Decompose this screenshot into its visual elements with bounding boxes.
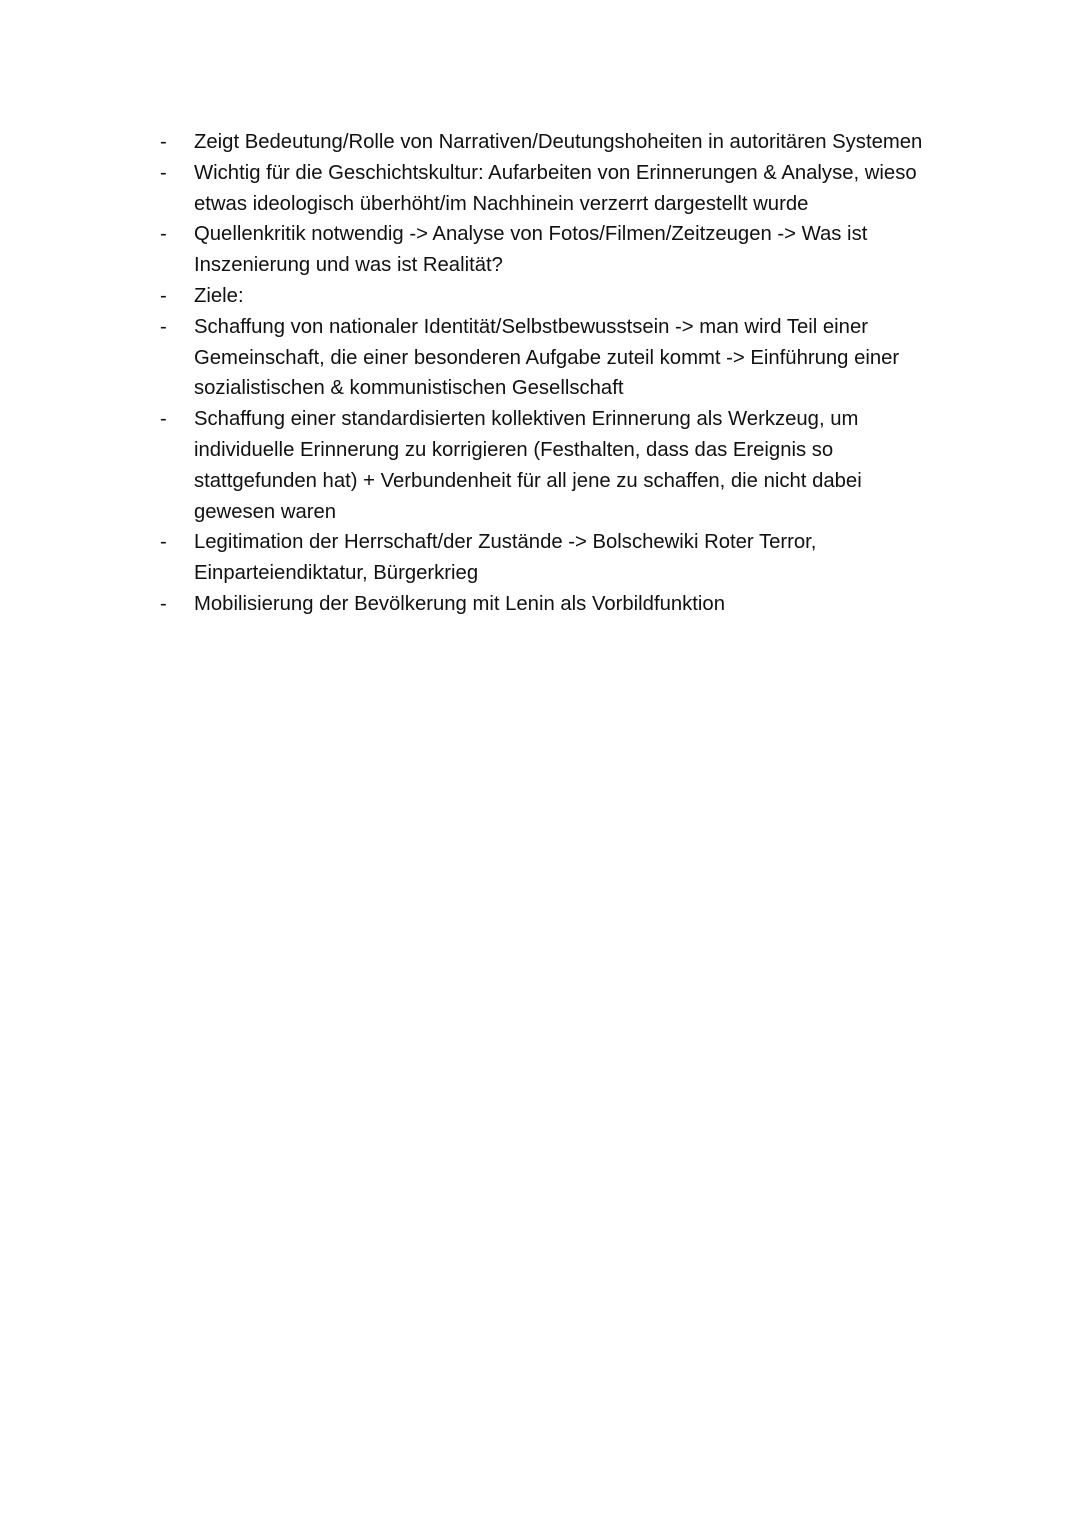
bullet-dash: - <box>160 408 167 431</box>
list-item-text-line: Zeigt Bedeutung/Rolle von Narrativen/Deutungshoheiten in autoritären Systemen <box>194 131 923 153</box>
list-item-text-line: gewesen waren <box>194 500 337 523</box>
list-item-text-line: Gemeinschaft, die einer besonderen Aufgabe zuteil kommt -> Einführung einer <box>194 346 900 369</box>
list-item <box>160 219 922 281</box>
bullet-dash: - <box>160 131 167 153</box>
list-item <box>160 589 922 620</box>
list-item-text-line: Einparteiendiktatur, Bürgerkrieg <box>194 562 479 585</box>
bullet-dash: - <box>160 531 167 554</box>
list-item-text-line: Inszenierung und was ist Realität? <box>194 254 503 277</box>
bullet-dash: - <box>160 161 167 184</box>
list-item <box>160 527 922 589</box>
list-item-text-line: Schaffung einer standardisierten kollektiven Erinnerung als Werkzeug, um <box>194 408 859 431</box>
list-item-text-line: Ziele: <box>194 284 244 307</box>
list-item <box>160 404 922 527</box>
list-item <box>160 127 922 158</box>
list-item-text-line: Schaffung von nationaler Identität/Selbstbewusstsein -> man wird Teil einer <box>194 315 868 338</box>
bullet-dash: - <box>160 315 167 338</box>
bullet-dash: - <box>160 223 167 246</box>
list-item-text-line: stattgefunden hat) + Verbundenheit für all jene zu schaffen, die nicht dabei <box>194 469 862 492</box>
list-item-text-line: etwas ideologisch überhöht/im Nachhinein verzerrt dargestellt wurde <box>194 192 809 215</box>
list-item-text-line: Wichtig für die Geschichtskultur: Aufarbeiten von Erinnerungen & Analyse, wieso <box>194 161 917 184</box>
bullet-list <box>160 127 922 620</box>
list-item <box>160 281 922 312</box>
bullet-dash: - <box>160 592 167 615</box>
bullet-dash: - <box>160 284 167 307</box>
list-item <box>160 312 922 404</box>
list-item <box>160 158 922 220</box>
list-item-text-line: Mobilisierung der Bevölkerung mit Lenin als Vorbildfunktion <box>194 592 725 615</box>
list-item-text-line: Legitimation der Herrschaft/der Zustände -> Bolschewiki Roter Terror, <box>194 531 817 554</box>
list-item-text-line: Quellenkritik notwendig -> Analyse von Fotos/Filmen/Zeitzeugen -> Was ist <box>194 223 868 246</box>
list-item-text-line: individuelle Erinnerung zu korrigieren (Festhalten, dass das Ereignis so <box>194 438 834 461</box>
list-item-text-line: sozialistischen & kommunistischen Gesellschaft <box>194 377 624 400</box>
